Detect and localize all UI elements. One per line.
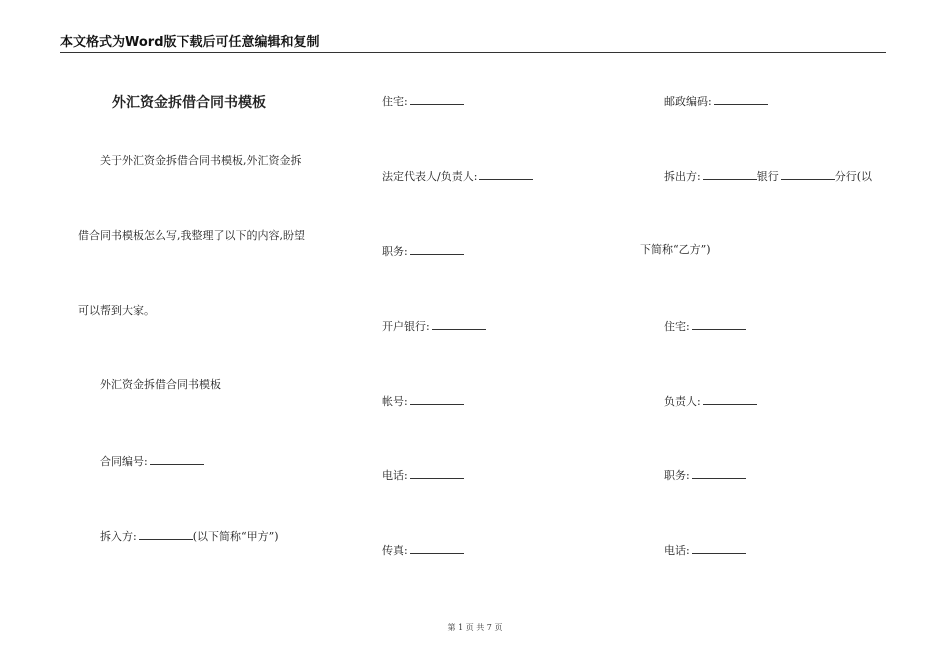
postcode-label: 邮政编码: [664, 95, 712, 108]
borrower-label: 拆入方: [100, 530, 137, 543]
right-phone-label: 电话: [664, 544, 690, 557]
contract-number-blank [150, 453, 204, 465]
postcode-field [664, 93, 768, 109]
middle-phone-blank [410, 467, 464, 479]
lender-bank-blank [781, 168, 835, 180]
right-phone-blank [692, 542, 746, 554]
bank-label: 开户银行: [382, 320, 430, 333]
intro-line-1: 关于外汇资金拆借合同书模板,外汇资金拆 [100, 154, 302, 167]
borrower-alias: (以下简称“甲方”) [192, 530, 279, 543]
middle-address-field [382, 93, 464, 109]
postcode-blank [714, 93, 768, 105]
lender-name-blank [703, 168, 757, 180]
middle-position-blank [410, 243, 464, 255]
header-text: 本文格式为Word版下载后可任意编辑和复制 [60, 35, 320, 50]
contract-number-label: 合同编号: [100, 455, 148, 468]
bank-field [382, 318, 486, 334]
middle-position-label: 职务: [382, 245, 408, 258]
lender-label: 拆出方: [664, 170, 701, 183]
intro-line-2: 借合同书模板怎么写,我整理了以下的内容,盼望 [78, 229, 305, 242]
middle-address-blank [410, 93, 464, 105]
legal-rep-field [382, 168, 533, 184]
person-in-charge-blank [703, 393, 757, 405]
borrower-blank [139, 528, 193, 540]
fax-blank [410, 542, 464, 554]
account-field [382, 393, 464, 409]
legal-rep-blank [479, 168, 533, 180]
middle-phone-label: 电话: [382, 469, 408, 482]
right-phone-field [664, 542, 746, 558]
bank-blank [432, 318, 486, 330]
contract-number-field [100, 453, 204, 469]
legal-rep-label: 法定代表人/负责人: [382, 170, 478, 183]
lender-alias: 下简称“乙方”) [640, 243, 711, 256]
account-blank [410, 393, 464, 405]
fax-field [382, 542, 464, 558]
lender-branch-label: 分行(以 [834, 170, 873, 183]
right-address-field [664, 318, 746, 334]
right-position-label: 职务: [664, 469, 690, 482]
right-address-label: 住宅: [664, 320, 690, 333]
middle-phone-field [382, 467, 464, 483]
lender-field [664, 168, 872, 184]
right-position-blank [692, 467, 746, 479]
document-title: 外汇资金拆借合同书模板 [112, 95, 266, 111]
intro-line-3: 可以帮到大家。 [78, 304, 155, 317]
page-footer: 第 1 页 共 7 页 [447, 623, 503, 632]
page-header [60, 34, 886, 53]
middle-position-field [382, 243, 464, 259]
lender-bank-label: 银行 [756, 170, 779, 183]
middle-address-label: 住宅: [382, 95, 408, 108]
person-in-charge-field [664, 393, 757, 409]
right-address-blank [692, 318, 746, 330]
fax-label: 传真: [382, 544, 408, 557]
section-heading: 外汇资金拆借合同书模板 [100, 378, 221, 391]
right-position-field [664, 467, 746, 483]
person-in-charge-label: 负责人: [664, 395, 701, 408]
account-label: 帐号: [382, 395, 408, 408]
borrower-field [100, 528, 279, 544]
